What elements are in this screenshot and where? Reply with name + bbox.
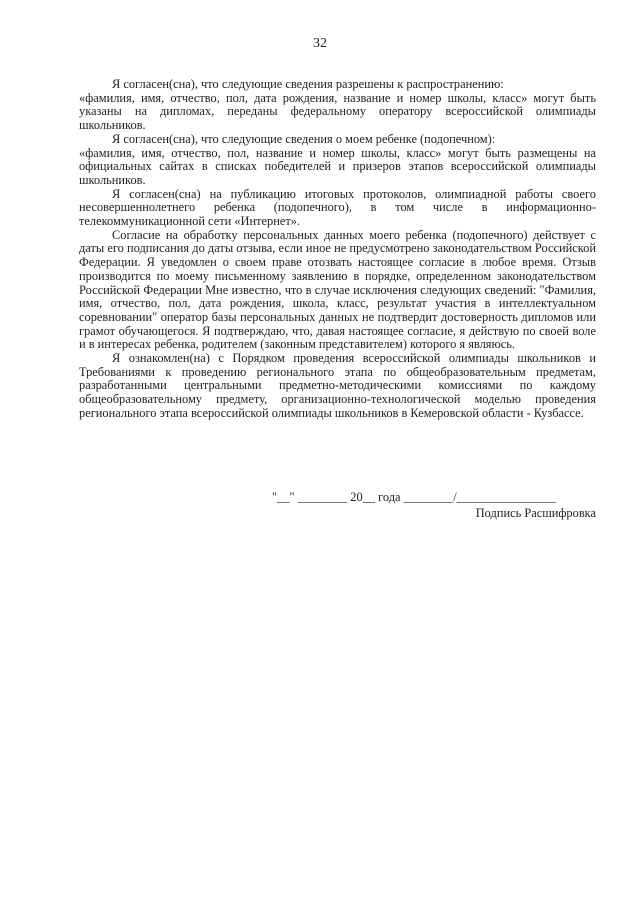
paragraph-child-info-consent: Я согласен(сна), что следующие сведения о моем ребенке (подопечном): [112, 131, 496, 146]
signature-captions: Подпись Расшифровка [475, 506, 596, 520]
paragraph-diploma-fields: «фамилия, имя, отчество, пол, дата рождения, название и номер школы, класс» могут быть указаны на дипломах, переданы федеральному оператору всероссийской олимпиады школьников. [79, 90, 596, 133]
paragraph-website-fields: «фамилия, имя, отчество, пол, название и номер школы, класс» могут быть размещены на официальных сайтах в списках победителей и призеров этапов всероссийской олимпиады школьников. [79, 145, 596, 187]
paragraph-acknowledgement: Я ознакомлен(на) с Порядком проведения всероссийской олимпиады школьников и Требованиями к проведению регионального этапа по общеобразовательным предметам, разработанными центральными предметно-методическими комиссиями по каждому общеобразовательному предмету, организационно-технологической моделью проведения регионального этапа всероссийской олимпиады школьников в Кемеровской области - Кузбассе. [79, 351, 596, 420]
consent-body [79, 78, 596, 421]
page-number: 32 [313, 36, 327, 51]
paragraph-processing-validity: Согласие на обработку персональных данных моего ребенка (подопечного) действует с даты его подписания до даты отзыва, если иное не предусмотрено законодательством Российской Федерации. Я уведомлен о своем праве отозвать настоящее согласие в любое время. Отзыв производится по моему письменному заявлению в порядке, определенном законодательством Российской Федерации Мне известно, что в случае исключения следующих сведений: "Фамилия, имя, отчество, пол, дата рождения, школа, класс, результат участия в интеллектуальном соревновании" оператор базы персональных данных не подтвердит достоверность дипломов или грамот обучающегося. Я подтверждаю, что, давая настоящее согласие, я действую по своей воле и в интересах ребенка, родителем (законным представителем) которого я являюсь. [79, 227, 596, 352]
paragraph-distribution-consent: Я согласен(сна), что следующие сведения разрешены к распространению: [112, 77, 504, 91]
signature-date-line: "__" ________ 20__ года ________/________________ [272, 490, 556, 504]
paragraph-publication-consent: Я согласен(сна) на публикацию итоговых протоколов, олимпиадной работы своего несовершеннолетнего ребенка (подопечного), в том числе в информационно-телекоммуникационной сети «Интернет». [79, 186, 596, 229]
